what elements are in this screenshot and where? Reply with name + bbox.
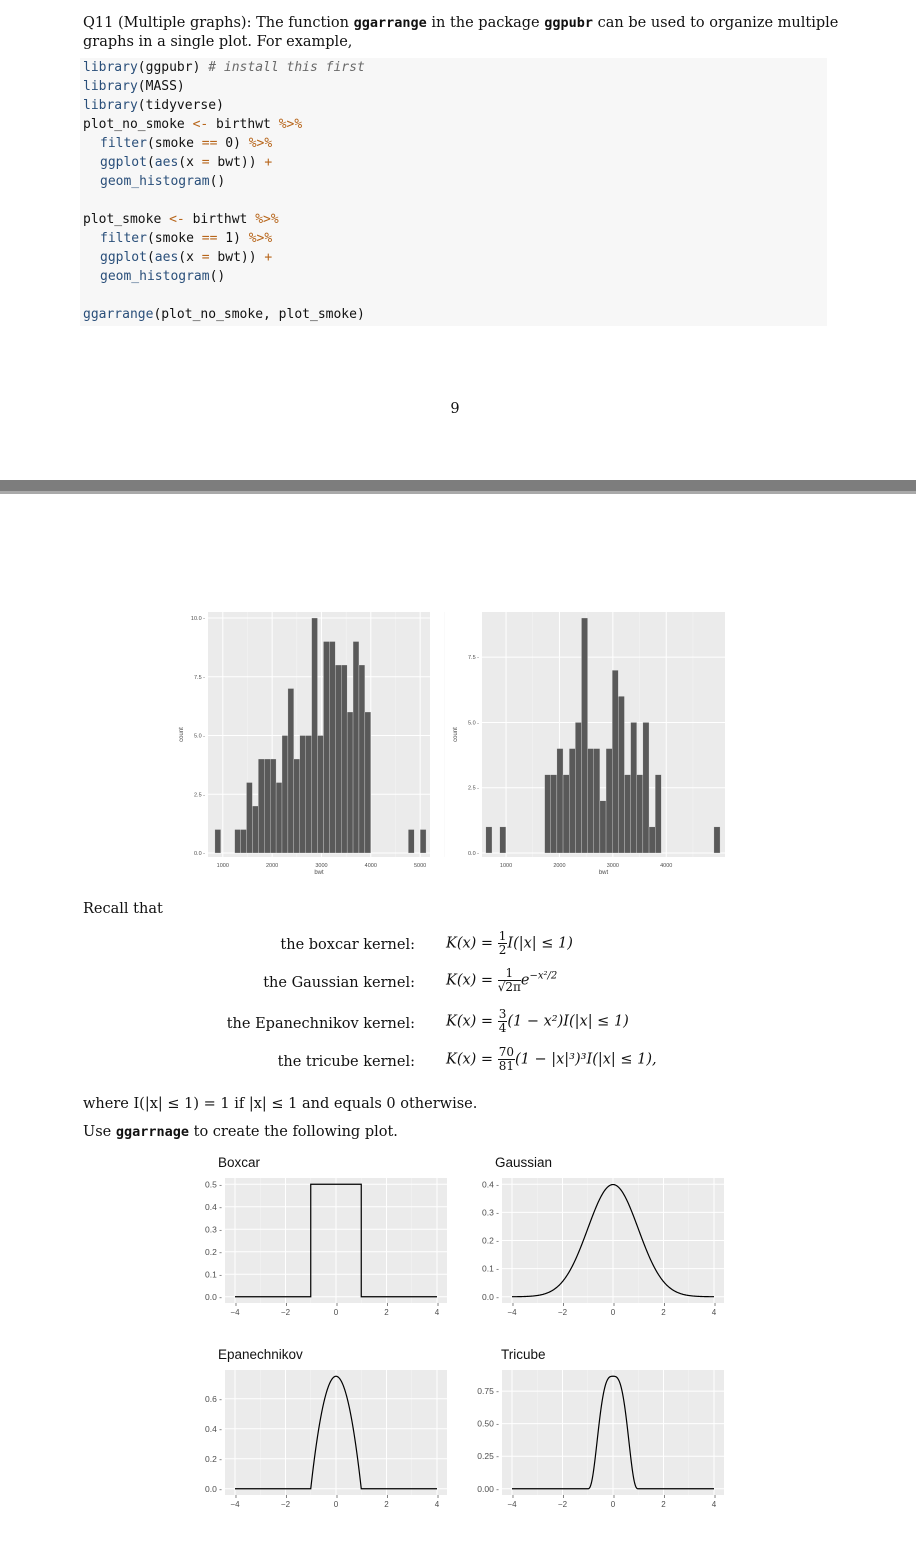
histogram-bar [288,689,294,854]
x-tick-label: −4 [230,1500,240,1509]
kernel-label-boxcar: the boxcar kernel: [280,937,415,953]
x-tick-label: 2 [384,1308,389,1317]
histogram-bar [557,749,563,853]
question-line2: graphs in a single plot. For example, [83,34,353,50]
plot-title: Gaussian [495,1155,553,1170]
x-tick-label: 4000 [660,863,673,869]
use-fn: ggarrnage [115,1124,190,1140]
histogram-bar [252,806,258,853]
denominator: √2π [497,980,521,994]
y-tick-label: 0.4 - [204,1201,222,1212]
recall-text: Recall that [83,901,163,917]
x-tick-label: 2 [661,1500,666,1509]
histogram-bar [341,665,347,853]
code-op: == [201,136,218,151]
y-tick-label: 0.00 - [477,1483,499,1494]
fraction [498,1008,508,1035]
code-fn: geom_histogram [100,269,210,284]
histogram-bar [618,696,624,853]
code-text: plot_no_smoke [83,117,193,132]
kernel-plot-epanechnikov [205,1347,447,1509]
fraction [498,930,508,957]
code-fn: aes [154,250,179,265]
denominator: 2 [498,943,507,957]
code-line-3 [83,98,224,113]
fraction [498,967,521,994]
histogram-bar [714,827,720,853]
code-text: ( [146,155,155,170]
histogram-bar [365,712,371,853]
code-text: (plot_no_smoke, plot_smoke) [153,307,365,322]
code-line-6 [100,155,272,170]
denominator: 81 [498,1059,514,1073]
y-tick-label: 0.0 - [193,851,205,857]
use-prefix: Use [83,1124,116,1140]
question-fn-ggarrange: ggarrange [353,15,427,31]
fraction [498,1046,515,1073]
y-tick-label: 0.4 - [481,1179,499,1190]
code-fn: ggplot [100,155,147,170]
histogram-bar [300,736,306,854]
formula-boxcar [446,930,573,957]
histogram-bar [624,775,630,853]
page-separator-shadow [0,491,916,494]
plot-title: Tricube [501,1347,546,1362]
histogram-bar [500,827,506,853]
formula-epanechnikov [446,1008,629,1035]
code-op: + [264,155,273,170]
formula-k: K(x) = [446,1013,494,1030]
code-block [80,58,827,326]
y-tick-label: 10.0 - [190,616,205,622]
histogram-bar [606,749,612,853]
formula-rest: e [520,972,530,989]
code-fn: library [83,98,138,113]
y-tick-label: 0.25 - [477,1451,499,1462]
histogram-bar [655,775,661,853]
histogram-non-smoke [179,612,445,876]
code-line-2 [83,79,185,94]
y-tick-label: 0.75 - [477,1386,499,1397]
histogram-bar [329,642,335,854]
histogram-bar [600,801,606,853]
code-text: (smoke [146,231,202,246]
y-tick-label: 0.3 - [481,1207,499,1218]
code-fn: geom_histogram [100,174,210,189]
x-tick-label: −4 [230,1308,240,1317]
code-line-8 [83,212,279,227]
histogram-bar [215,830,221,854]
code-text: (x [178,155,202,170]
y-tick-label: 0.1 - [204,1269,222,1280]
x-tick-label: −2 [557,1308,568,1317]
y-tick-label: 5.0 - [467,720,479,727]
x-tick-label: 4000 [364,863,377,869]
histogram-bar [306,736,312,854]
code-comment: # install this first [208,60,365,75]
formula-gaussian [446,967,557,994]
code-text: birthwt [184,212,256,227]
code-fn: library [83,79,138,94]
code-arg: (tidyverse) [137,98,224,113]
histogram-bar [347,712,353,853]
code-pipe: %>% [278,117,303,132]
code-text: 1) [217,231,249,246]
kernel-label-epanechnikov: the Epanechnikov kernel: [226,1016,415,1032]
y-tick-label: 5.0 - [193,733,205,740]
x-tick-label: 1000 [216,863,229,869]
x-tick-label: 3000 [606,863,619,869]
y-axis-label: count [453,727,459,742]
code-text: ( [146,250,155,265]
y-tick-label: 7.5 - [467,655,479,662]
y-tick-label: 0.0 - [481,1291,499,1302]
numerator: 3 [498,1007,507,1021]
exponent: −x²/2 [529,970,558,982]
histogram-bar [335,665,341,853]
histogram-bar [235,830,241,854]
code-text: birthwt [208,117,279,132]
code-text: (smoke [146,136,202,151]
x-tick-label: 4 [711,1308,717,1317]
y-tick-label: 0.0 - [204,1291,222,1302]
x-tick-label: 2000 [266,863,279,869]
numerator: 1 [498,967,521,981]
kernel-label-tricube: the tricube kernel: [277,1054,415,1070]
kernel-label-gaussian: the Gaussian kernel: [263,975,415,991]
formula-k: K(x) = [446,935,494,952]
plot-title: Boxcar [218,1155,261,1170]
histogram-bar [545,775,551,853]
x-tick-label: −4 [507,1500,517,1509]
x-tick-label: 0 [610,1308,616,1317]
kernel-plots-figure [185,1148,745,1523]
code-line-12 [83,307,365,322]
histogram-bar [246,783,252,854]
histogram-bar [276,783,282,854]
histogram-bar [241,830,247,854]
code-fn: ggplot [100,250,147,265]
x-tick-label: −4 [507,1308,517,1317]
code-op: = [201,250,210,265]
code-line-11 [100,269,225,284]
code-op: <- [169,212,185,227]
formula-tricube [446,1046,657,1073]
code-pipe: %>% [248,136,273,151]
histogram-bar [353,642,359,854]
use-suffix: to create the following plot. [189,1124,398,1140]
x-tick-label: 0 [610,1500,616,1509]
denominator: 4 [498,1021,507,1035]
y-tick-label: 2.5 - [193,792,205,799]
code-text: bwt)) [209,250,265,265]
histogram-bar [594,749,600,853]
histogram-bar [486,827,492,853]
code-arg: (ggpubr) [137,60,209,75]
code-text: 0) [217,136,249,151]
code-text: (x [178,250,202,265]
y-tick-label: 0.0 - [204,1483,222,1494]
code-line-5 [100,136,272,151]
code-op: <- [192,117,209,132]
code-line-7 [100,174,225,189]
formula-k: K(x) = [446,972,494,989]
histogram-bar [588,749,594,853]
histogram-bar [563,775,569,853]
code-line-1 [83,60,365,75]
code-text: plot_smoke [83,212,170,227]
histogram-bar [282,736,288,854]
numerator: 1 [498,929,507,943]
code-fn: aes [154,155,179,170]
question-mid: in the package [426,15,545,31]
x-tick-label: 0 [333,1308,339,1317]
kernel-plot-tricube [477,1347,724,1509]
x-tick-label: −2 [280,1500,291,1509]
x-tick-label: 0 [333,1500,339,1509]
histogram-smoke [453,612,725,876]
code-line-4 [83,117,302,132]
y-tick-label: 0.4 - [204,1423,222,1434]
y-tick-label: 0.5 - [204,1179,222,1190]
x-axis-label: bwt [314,870,324,876]
code-fn: filter [100,231,147,246]
formula-rest: I(|x| ≤ 1) [507,935,573,952]
x-tick-label: 2 [661,1308,666,1317]
code-text: () [209,174,226,189]
histogram-bar [631,722,637,853]
histogram-bar [408,830,414,854]
code-fn: filter [100,136,147,151]
question-pkg: ggpubr [544,15,594,31]
page-number: 9 [450,401,460,417]
histogram-bar [359,665,365,853]
histogram-bar [312,618,318,853]
x-tick-label: 4 [434,1308,440,1317]
x-tick-label: 3000 [315,863,328,869]
use-text [83,1123,398,1142]
code-arg: (MASS) [137,79,185,94]
code-op: == [201,231,218,246]
y-tick-label: 0.1 - [481,1263,499,1274]
y-tick-label: 0.0 - [467,851,479,857]
y-axis-label: count [179,727,185,742]
y-tick-label: 7.5 - [193,674,205,681]
code-text: bwt)) [209,155,265,170]
y-tick-label: 0.2 - [204,1453,222,1464]
code-text: () [209,269,226,284]
histogram-bar [649,827,655,853]
formula-rest: (1 − x²)I(|x| ≤ 1) [507,1013,629,1030]
code-fn: library [83,60,138,75]
code-pipe: %>% [248,231,273,246]
x-tick-label: 2 [384,1500,389,1509]
code-fn: ggarrange [83,307,154,322]
kernel-plot-boxcar [205,1155,447,1317]
x-tick-label: −2 [280,1308,291,1317]
x-tick-label: 2000 [553,863,566,869]
numerator: 70 [498,1045,514,1059]
y-tick-label: 0.3 - [204,1224,222,1235]
where-text: where I(|x| ≤ 1) = 1 if |x| ≤ 1 and equals 0 otherwise. [83,1096,478,1112]
formula-k: K(x) = [446,1051,494,1068]
formula-rest: (1 − |x|³)³I(|x| ≤ 1), [514,1051,657,1068]
y-tick-label: 0.6 - [204,1393,222,1404]
code-line-9 [100,231,272,246]
histogram-bar [270,759,276,853]
x-tick-label: −2 [557,1500,568,1509]
x-tick-label: 5000 [414,863,427,869]
histogram-bar [323,642,329,854]
histogram-bar [551,775,557,853]
y-tick-label: 0.50 - [477,1418,499,1429]
x-tick-label: 4 [434,1500,440,1509]
kernel-plot-gaussian [482,1155,724,1317]
histogram-bar [258,759,264,853]
histogram-bar [575,722,581,853]
y-tick-label: 0.2 - [481,1235,499,1246]
x-tick-label: 4 [711,1500,717,1509]
code-op: + [264,250,273,265]
y-tick-label: 2.5 - [467,785,479,792]
histogram-bar [264,759,270,853]
histogram-bar [637,775,643,853]
code-line-10 [100,250,272,265]
histogram-bar [612,670,618,853]
plot-title: Epanechnikov [218,1347,303,1362]
x-tick-label: 1000 [499,863,513,869]
code-op: = [201,155,210,170]
question-text [83,14,843,52]
histogram-bar [318,736,324,854]
histogram-bar [581,618,587,853]
histogram-figure [160,605,740,890]
y-tick-label: 0.2 - [204,1246,222,1257]
histogram-bar [294,759,300,853]
x-axis-label: bwt [598,870,609,876]
question-prefix: Q11 (Multiple graphs): The function [83,15,354,31]
histogram-bar [643,722,649,853]
histogram-bar [569,749,575,853]
question-suffix: can be used to organize multiple [593,15,839,31]
histogram-bar [420,830,426,854]
code-pipe: %>% [255,212,279,227]
